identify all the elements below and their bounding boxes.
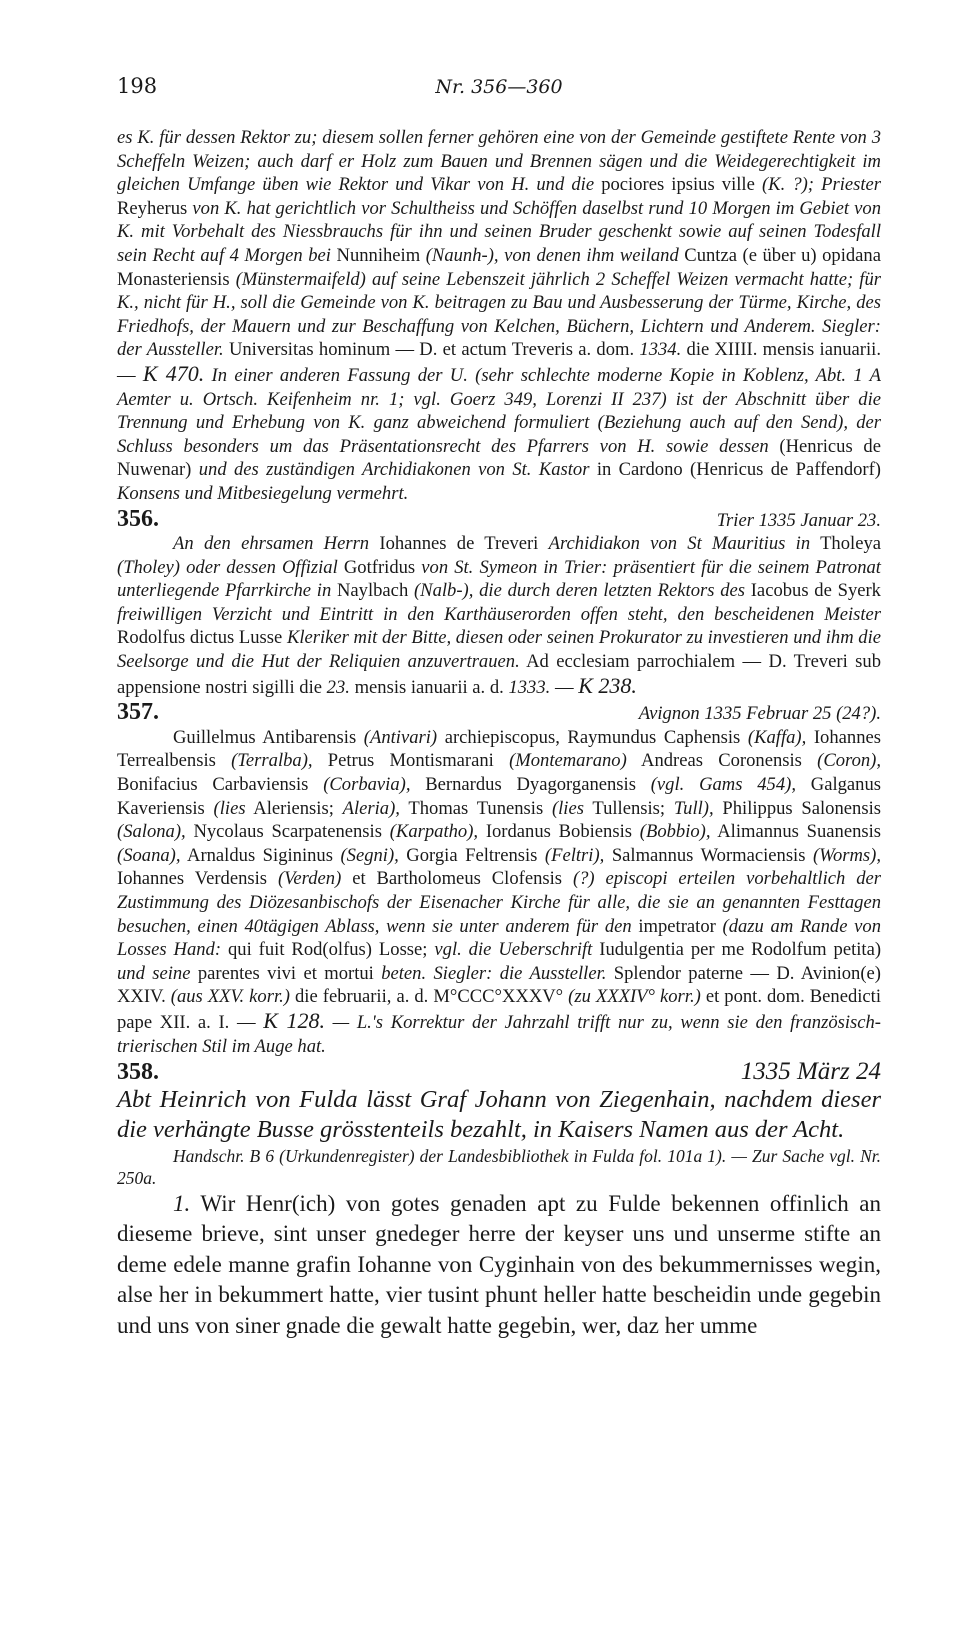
entry-355-continuation: es K. für dessen Rektor zu; diesem sollen ferner gehören eine von der Gemeinde gestiftete Rente von 3 Scheffeln Weizen; auch darf er Holz zum Bauen und Brennen sägen und die Weidegerechtigkeit im gleichen Umfange üben wie Rektor und Vikar von H. und die pociores ipsius ville (K. ?); Priester Reyherus von K. hat gerichtlich vor Schultheiss und Schöffen daselbst rund 10 Morgen im Gebiet von K. mit Vorbehalt des Niessbrauchs für ihn und seinen Bruder geschenkt sowie auf seinen Todesfall sein Recht auf 4 Morgen bei Nunniheim (Naunh-), von denen ihm weiland Cuntza (e über u) opidana Monasteriensis (Münstermaifeld) auf seine Lebenszeit jährlich 2 Scheffel Weizen vermacht hatte; für K., nicht für H., soll die Gemeinde von K. beitragen zu Bau und Ausbesserung der Türme, Kirche, des Friedhofs, der Mauern und zur Beschaffung von Kelchen, Büchern, Lichtern und Anderem. Siegler: der Aussteller. Universitas hominum — D. et actum Treveris a. dom. 1334. die XIIII. mensis ianuarii. — K 470. In einer anderen Fassung der U. (sehr schlechte moderne Kopie in Koblenz, Abt. 1 A Aemter u. Ortsch. Keifenheim nr. 1; vgl. Goerz 349, Lorenzi II 237) ist der Abschnitt über die Trennung und Erhebung von K. ganz abweichend formuliert (Beziehung auch auf den Send), der Schluss besonders um das Präsentationsrecht des Pfarrers von H. sowie dessen (Henricus de Nuwenar) und des zuständigen Archidiakonen von St. Kastor in Cardono (Henricus de Paffendorf) Konsens und Mitbesiegelung vermehrt.: [117, 127, 882, 504]
archive-reference: K 470.: [142, 360, 205, 386]
entry-357-heading: [117, 701, 881, 726]
page-header: [117, 74, 881, 104]
entry-number: 357.: [117, 699, 159, 726]
paragraph-number: 1.: [173, 1190, 191, 1216]
entry-number: 358.: [117, 1059, 159, 1086]
entry-356-heading: [117, 505, 881, 533]
archive-reference: K 128.: [263, 1007, 325, 1033]
entry-358-heading: [117, 1060, 881, 1085]
entry-number: 356.: [117, 505, 159, 532]
entry-357-text: Guillelmus Antibarensis (Antivari) archiepiscopus, Raymundus Caphensis (Kaffa), Iohannes Terrealbensis (Terralba), Petrus Montismarani (Montemarano) Andreas Coronensis (Coron), Bonifacius Carbaviensis (Corbavia), Bernardus Dyagorganensis (vgl. Gams 454), Galganus Kaveriensis (lies Aleriensis; Aleria), Thomas Tunensis (lies Tullensis; Tull), Philippus Salonensis (Salona), Nycolaus Scarpatenensis (Karpatho), Iordanus Bobiensis (Bobbio), Alimannus Suanensis (Soana), Arnaldus Sigininus (Segni), Gorgia Feltrensis (Feltri), Salmannus Wormaciensis (Worms), Iohannes Verdensis (Verden) et Bartholomeus Clofensis (?) episcopi erteilen vorbehaltlich der Zustimmung des Diözesanbischofs der Eisenacher Kirche für alle, die sie an genannten Festtagen besuchen, einen 40tägigen Ablass, wenn sie unter anderem für den impetrator (dazu am Rande von Losses Hand: qui fuit Rod(olfus) Losse; vgl. die Ueberschrift Iudulgentia per me Rodolfum petita) und seine parentes vivi et mortui beten. Siegler: die Aussteller. Splendor paterne — D. Avinion(e) XXIV. (aus XXV. korr.) die februarii, a. d. M°CCC°XXXV° (zu XXXIV° korr.) et pont. dom. Benedicti pape XII. a. I. — K 128. — L.'s Korrektur der Jahrzahl trifft nur zu, wenn sie den französisch-trierischen Stil im Auge hat.: [117, 726, 882, 1057]
entry-356-text: An den ehrsamen Herrn Iohannes de Treveri Archidiakon von St Mauritius in Tholeya (Tholey) oder dessen Offizial Gotfridus von St. Symeon in Trier: präsentiert für die seinem Patronat unterliegende Pfarrkirche in Naylbach (Nalb-), die durch deren letzten Rektors des Iacobus de Syerk freiwilligen Verzicht und Eintritt in den Karthäuserorden offen steht, den bescheidenen Meister Rodolfus dictus Lusse Kleriker mit der Bitte, diesen oder seinen Prokurator zu investieren und ihm die Seelsorge und die Hut der Reliquien anzuvertrauen. Ad ecclesiam parrochialem — D. Treveri sub appensione nostri sigilli die 23. mensis ianuarii a. d. 1333. — K 238.: [117, 533, 881, 698]
entry-date: Avignon 1335 Februar 25 (24?).: [638, 703, 881, 725]
page-number: 198: [117, 74, 158, 98]
entry-358-regest: Abt Heinrich von Fulda lässt Graf Johann von Ziegenhain, nachdem dieser die verhängte Busse grösstenteils bezahlt, in Kaisers Namen aus der Acht.: [117, 1085, 881, 1143]
archive-reference: K 238.: [578, 672, 637, 698]
entry-date: 1335 März 24: [740, 1058, 881, 1086]
page-body: [117, 126, 881, 1341]
document-text: 1. Wir Henr(ich) von gotes genaden apt zu Fulde bekennen offinlich an dieseme brieve, sint unser gnedeger herre der keyser uns und unserme stifte an deme edele manne grafin Iohanne von Cyginhain von des bekummernisses wegin, alse her in bekummert hatte, vier tusint phunt heller hatte bescheidin unde gegebin und uns von siner gnade die gewalt hatte gegebin, wer, daz her umme: [117, 1190, 881, 1338]
manuscript-note: Handschr. B 6 (Urkundenregister) der Landesbibliothek in Fulda fol. 101a 1). — Zur Sache vgl. Nr. 250a.: [117, 1145, 881, 1188]
running-head: Nr. 356—360: [435, 76, 563, 98]
entry-date: Trier 1335 Januar 23.: [716, 509, 881, 531]
